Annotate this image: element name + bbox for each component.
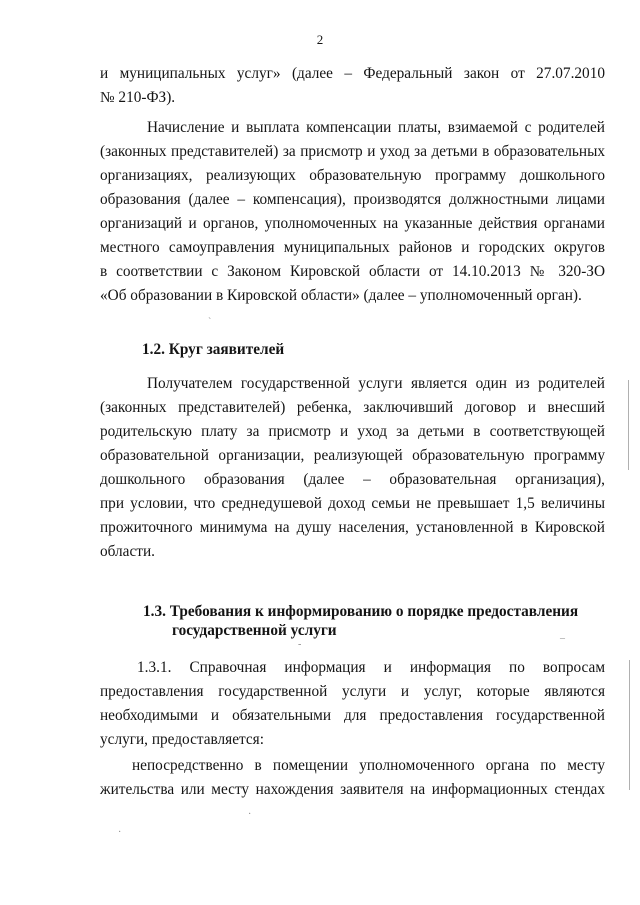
text-line: организациях, реализующих образовательную программу дошкольного	[100, 167, 605, 184]
text-line: услуги, предоставляется:	[100, 731, 264, 748]
text-line: необходимыми и обязательными для предоставления государственной	[100, 707, 605, 724]
text-line: образовательной организации, реализующей образовательную программу	[100, 447, 605, 464]
scan-edge-line	[628, 380, 629, 470]
text-line: жительства или месту нахождения заявителя на информационных стендах	[100, 781, 605, 798]
text-line: предоставления государственной услуги и услуг, которые являются	[100, 683, 605, 700]
text-line: дошкольного образования (далее – образовательная организация),	[100, 471, 605, 488]
compensation-paragraph	[100, 116, 605, 308]
text-line: Получателем государственной услуги является один из родителей	[147, 375, 605, 392]
scan-edge-line	[629, 660, 630, 790]
text-line: образования (далее – компенсация), производятся должностными лицами	[100, 191, 605, 208]
section-heading-1-3: 1.3. Требования к информированию о порядке предоставления	[143, 603, 579, 620]
section-heading-1-2: 1.2. Круг заявителей	[142, 341, 285, 358]
scan-speck: -	[298, 639, 302, 650]
text-line: (законных представителей) ребенка, заключивший договор и внесший	[100, 399, 605, 416]
text-line: организаций и органов, уполномоченных на указанные действия органами	[100, 215, 605, 232]
section-heading-1-3-continued: государственной услуги	[172, 622, 337, 639]
text-line: при условии, что среднедушевой доход семьи не превышает 1,5 величины	[100, 495, 605, 512]
text-line: родительскую плату за присмотр и уход за детьми в соответствующей	[100, 423, 605, 440]
text-line: Начисление и выплата компенсации платы, взимаемой с родителей	[147, 119, 605, 136]
text-line: 1.3.1. Справочная информация и информация по вопросам	[137, 659, 605, 676]
text-line: (законных представителей) за присмотр и уход за детьми в образовательных	[100, 143, 605, 160]
text-line: № 210-ФЗ).	[100, 89, 176, 106]
scan-speck: ·	[118, 827, 122, 838]
page-number: 2	[316, 32, 324, 47]
info-paragraph	[100, 656, 605, 752]
intro-paragraph	[100, 62, 605, 110]
scan-speck: ˋ	[208, 317, 212, 328]
text-line: местного самоуправления муниципальных районов и городских округов	[100, 239, 605, 256]
scan-speck: ·	[248, 809, 252, 820]
text-line: и муниципальных услуг» (далее – Федеральный закон от 27.07.2010	[100, 65, 605, 82]
text-line: непосредственно в помещении уполномоченного органа по месту	[132, 757, 605, 774]
text-line: области.	[100, 543, 155, 560]
location-paragraph	[100, 754, 605, 802]
applicants-paragraph	[100, 372, 605, 564]
text-line: «Об образовании в Кировской области» (далее – уполномоченный орган).	[100, 287, 582, 304]
scan-speck: –	[560, 633, 565, 644]
text-line: прожиточного минимума на душу населения, установленной в Кировской	[100, 519, 605, 536]
text-line: в соответствии с Законом Кировской области от 14.10.2013 № 320-ЗО	[100, 263, 605, 280]
